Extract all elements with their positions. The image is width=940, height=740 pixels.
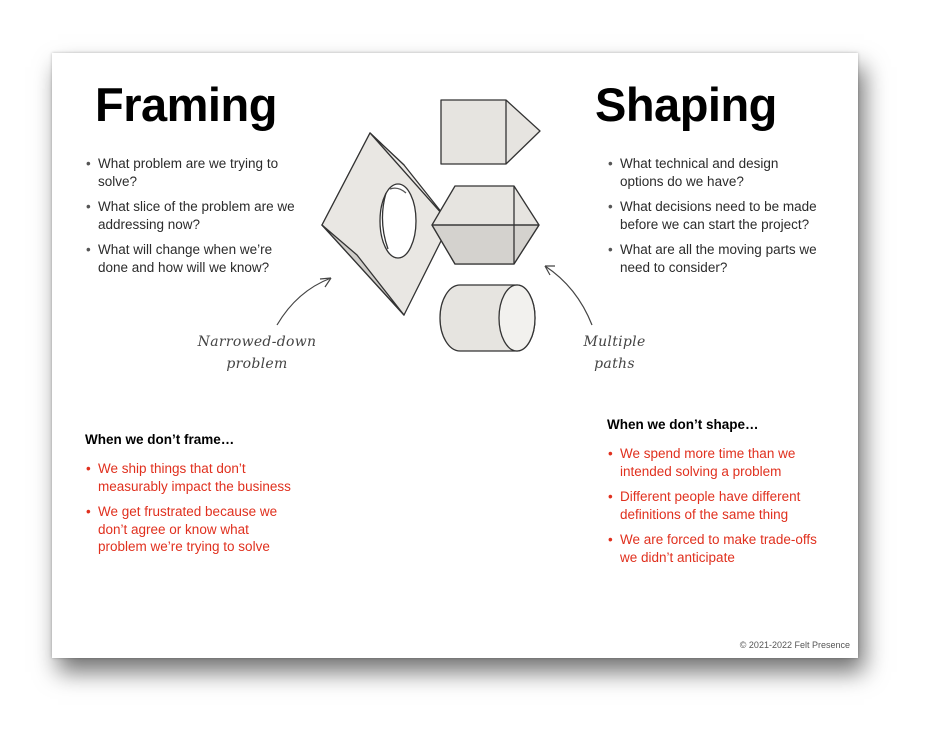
frame-risk-heading: When we don’t frame… [85, 432, 235, 447]
frame-risk-list [85, 460, 295, 564]
framing-question: • What problem are we trying to solve? [85, 155, 295, 190]
narrowed-down-annotation [182, 331, 332, 375]
framing-question: • What slice of the problem are we addressing now? [85, 198, 295, 233]
cylinder-shape [440, 285, 535, 351]
frame-risk-item: • We ship things that don’t measurably impact the business [85, 460, 295, 495]
framing-title: Framing [95, 78, 277, 131]
arrows [277, 266, 592, 325]
annotation-line: Multiple [583, 334, 646, 350]
shape-risk-item: • We spend more time than we intended solving a problem [607, 445, 817, 480]
pentagon-shape [441, 100, 540, 164]
annotation-line: Narrowed-down [197, 334, 317, 350]
shape-risk-list [607, 445, 817, 574]
framing-question: • What will change when we’re done and how will we know? [85, 241, 295, 276]
annotation-line: problem [226, 356, 288, 372]
copyright-notice: © 2021-2022 Felt Presence [739, 640, 850, 650]
annotation-line: paths [594, 356, 635, 372]
shape-risk-item: • Different people have different definitions of the same thing [607, 488, 817, 523]
shaping-title: Shaping [595, 78, 777, 131]
shaping-question: • What technical and design options do we have? [607, 155, 817, 190]
multiple-paths-annotation [567, 331, 662, 375]
diamond-frame-shape [322, 133, 450, 315]
hexagon-shape [432, 186, 539, 264]
shape-risk-heading: When we don’t shape… [607, 417, 759, 432]
shaping-question: • What decisions need to be made before we can start the project? [607, 198, 817, 233]
multiple-arrow-icon [545, 266, 592, 325]
slide [52, 53, 858, 658]
shape-risk-item: • We are forced to make trade-offs we didn’t anticipate [607, 531, 817, 566]
shaping-question: • What are all the moving parts we need to consider? [607, 241, 817, 276]
frame-risk-item: • We get frustrated because we don’t agree or know what problem we’re trying to solve [85, 503, 295, 556]
narrowed-arrow-icon [277, 278, 331, 325]
